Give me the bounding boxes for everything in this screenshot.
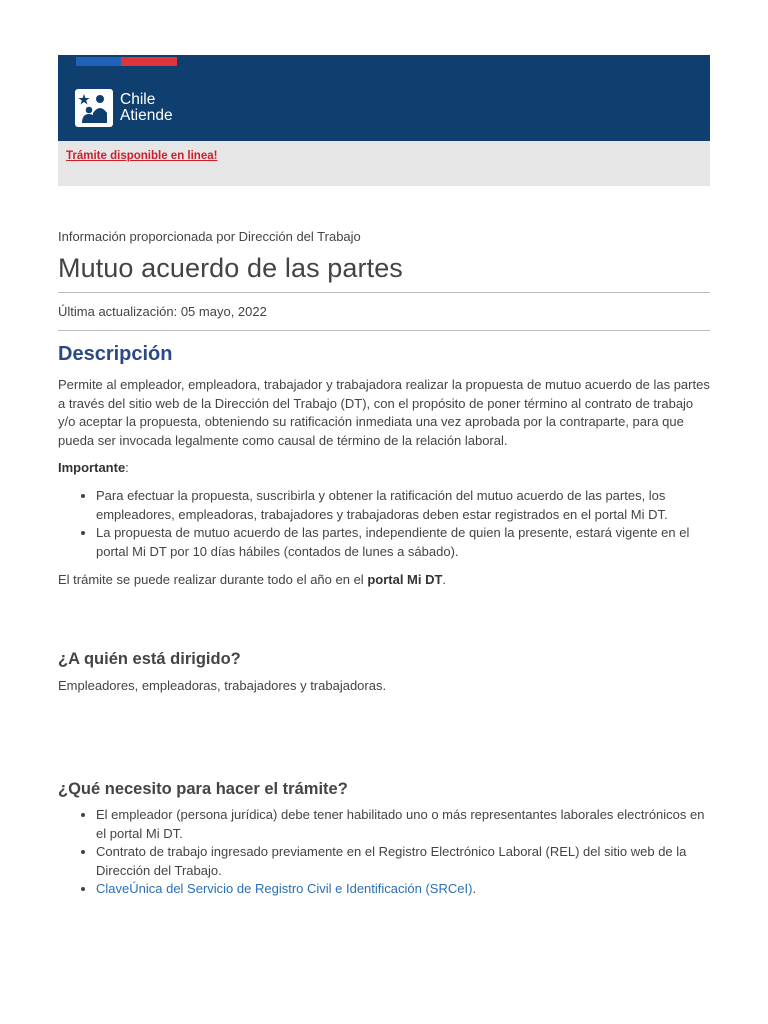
divider	[58, 330, 710, 331]
portal-name: portal Mi DT	[367, 572, 443, 587]
requirements-list	[58, 806, 710, 899]
flag-blue	[76, 57, 121, 66]
claveunica-link[interactable]: ClaveÚnica del Servicio de Registro Civil e Identificación (SRCeI)	[96, 881, 473, 897]
brand-name	[120, 92, 173, 124]
description-heading: Descripción	[58, 343, 173, 365]
last-updated: Última actualización: 05 mayo, 2022	[58, 304, 267, 319]
chileatiende-logo-icon	[75, 89, 113, 127]
flag-stripe	[76, 57, 177, 66]
list-item: • Contrato de trabajo ingresado previamente en el Registro Electrónico Laboral (REL) del sitio web de la Dirección del Trabajo.	[96, 843, 710, 880]
divider	[58, 292, 710, 293]
list-item: • La propuesta de mutuo acuerdo de las partes, independiente de quien la presente, estará vigente en el portal Mi DT por 10 días hábiles (contados de lunes a sábado).	[96, 524, 710, 561]
important-label-line	[58, 459, 710, 478]
page-title: Mutuo acuerdo de las partes	[58, 253, 403, 283]
requirements-heading: ¿Qué necesito para hacer el trámite?	[58, 780, 348, 798]
portal-prefix: El trámite se puede realizar durante todo el año en el	[58, 572, 368, 587]
description-text: Permite al empleador, empleadora, trabajador y trabajadora realizar la propuesta de mutuo acuerdo de las partes a través del sitio web de la Dirección del Trabajo (DT), con el propósito de poner término al contrato de trabajo y/o aceptar la propuesta, obteniendo su ratificación inmediata una vez aprobada por la contraparte, para que pueda ser invocada legalmente como causal de término de la relación laboral.	[58, 377, 710, 448]
portal-availability-text	[58, 571, 710, 590]
source-info: Información proporcionada por Dirección del Trabajo	[58, 229, 361, 244]
online-procedure-link[interactable]: Trámite disponible en linea!	[66, 150, 218, 162]
brand-line-2: Atiende	[120, 107, 173, 124]
link-suffix: .	[472, 881, 477, 897]
important-colon: :	[125, 460, 129, 475]
list-item: • Para efectuar la propuesta, suscribirla y obtener la ratificación del mutuo acuerdo de las partes, los empleadores, empleadoras, trabajadores y trabajadoras deben estar registrados en el portal Mi DT.	[96, 487, 710, 524]
list-item	[96, 880, 710, 899]
brand-line-1: Chile	[120, 91, 156, 108]
portal-suffix: .	[442, 572, 447, 587]
flag-red	[121, 57, 177, 66]
list-item: • El empleador (persona jurídica) debe tener habilitado uno o más representantes laborales electrónicos en el portal Mi DT.	[96, 806, 710, 843]
audience-text: Empleadores, empleadoras, trabajadores y trabajadoras.	[58, 678, 387, 693]
online-notice-bar	[58, 141, 710, 186]
site-header	[58, 55, 710, 141]
audience-heading: ¿A quién está dirigido?	[58, 650, 241, 668]
chileatiende-logo[interactable]	[75, 89, 173, 127]
important-label: Importante	[58, 460, 126, 475]
important-list	[58, 487, 710, 561]
